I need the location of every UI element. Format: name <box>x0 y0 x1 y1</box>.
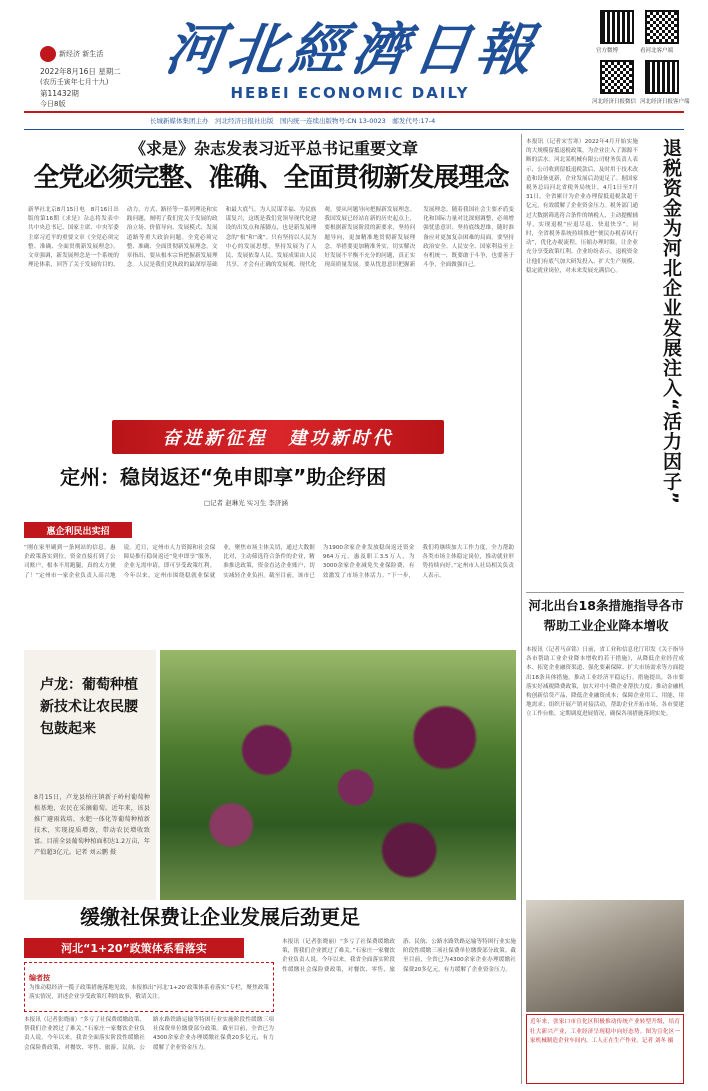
qr-top-label: 官方微博 <box>596 48 619 54</box>
dingzhou-byline: □记者 赵琳光 实习生 李济涵 <box>204 499 288 507</box>
photo-caption: 近年来，张家口市宣化区积极推动传统产业转型升级，培育壮大新兴产业，工业经济呈现稳中向好态势。图为宣化区一家机械制造企业车间内，工人正在生产作业。记者 刘冬 摄 <box>530 1019 680 1044</box>
masthead-lunar: (农历壬寅年七月十九) <box>40 78 109 86</box>
dingzhou-headline[interactable]: 定州：稳岗返还“免申即享”助企纾困 <box>60 465 387 489</box>
column-divider <box>521 134 522 1084</box>
qr-top-label2: 看河北客户端 <box>640 48 674 54</box>
section-divider <box>526 592 684 593</box>
dingzhou-story <box>24 458 516 646</box>
social-story <box>24 902 516 1082</box>
right-bottom-headline[interactable]: 河北出台18条措施指导各市帮助工业企业降本增收 <box>528 598 684 633</box>
masthead-divider <box>24 129 684 130</box>
lead-kicker[interactable]: 《求是》杂志发表习近平总书记重要文章 <box>129 139 418 158</box>
qr-code-icon <box>600 10 634 44</box>
lead-story <box>24 134 516 420</box>
column-tag <box>24 938 244 958</box>
right-bottom-body: 本报讯（记者马彦铭）日前，省工业和信息化厅印发《关于指导各市帮助工业企业降本增收的若干措施》，从降低企业经营成本、拓宽企业融资渠道、强化要素保障、扩大市场需求等方面提出18条具体措施，推动工业经济平稳运行。措施提出，各市要落实好减税降费政策，加大对中小微企业帮扶力度；推动金融机构创新信贷产品，降低企业融资成本；保障企业用工、用能、用地需求；组织开展产销对接活动，帮助企业开拓市场。各市要建立工作台账，定期调度进展情况，确保各项措施落到实处。 <box>526 647 684 718</box>
qr-code-icon <box>645 10 679 44</box>
banner <box>112 420 444 454</box>
factory-photo <box>526 900 684 1012</box>
editor-note-box <box>24 962 274 1012</box>
masthead-pages: 今日8版 <box>40 100 66 108</box>
logo-circle-icon <box>40 46 56 62</box>
masthead-infobar: 长城新媒体集团主办 河北经济日报社出版 国内统一连续出版物号:CN 13-0023 邮发代号:17-4 <box>150 117 436 125</box>
editor-note-text: 为推动稳经济一揽子政策措施落地见效，本报推出“河北‘1+20’政策体系看落实”专栏，聚焦政策落实情况，讲述企业享受政策红利的故事，敬请关注。 <box>29 985 269 1000</box>
social-body-right: 本报讯（记者张晓丽）“多亏了社保费缓缴政策，帮我们企业渡过了难关。”石家庄一家餐饮企业负责人说。今年以来，我省全面落实阶段性缓缴社会保险费政策，对餐饮、零售、旅游、民航、公路水路铁路运输等特困行业实施阶段性缓缴三项社保费单位缴费部分政策。截至目前，全省已为4300余家企业办理缓缴社保费20多亿元，有力缓解了企业资金压力。 <box>282 939 516 973</box>
qr-right-label: 河北经济日报客户端 <box>640 99 690 105</box>
lead-headline[interactable]: 全党必须完整、准确、全面贯彻新发展理念 <box>33 163 509 193</box>
banner-text: 奋进新征程 建功新时代 <box>162 428 394 449</box>
left-logo <box>40 46 130 62</box>
qr-left-label: 河北经济日报微信 <box>592 99 637 105</box>
social-body-left: 本报讯（记者张晓丽）“多亏了社保费缓缴政策，帮我们企业渡过了难关。”石家庄一家餐饮企业负责人说。今年以来，我省全面落实阶段性缓缴社会保险费政策，对餐饮、零售、旅游、民航、公路水路铁路运输等特困行业实施阶段性缓缴三项社保费单位缴费部分政策。截至目前，全省已为4300余家企业办理缓缴社保费20多亿元，有力缓解了企业资金压力。 <box>24 1017 274 1051</box>
lead-body: 新华社北京8月15日电 8月16日出版的第16期《求是》杂志将发表中共中央总书记、国家主席、中央军委主席习近平的重要文章《全党必须完整、准确、全面贯彻新发展理念》。文章强调，新发展理念是一个系统的理论体系，回答了关于发展的目的、动力、方式、路径等一系列理论和实践问题，阐明了我们党关于发展的政治立场、价值导向、发展模式、发展道路等重大政治问题。全党必须完整、准确、全面贯彻新发展理念。文章指出，要从根本宗旨把握新发展理念。人民是我们党执政的最深厚基础和最大底气。为人民谋幸福、为民族谋复兴，这既是我们党领导现代化建设的出发点和落脚点，也是新发展理念的“根”和“魂”。只有坚持以人民为中心的发展思想，坚持发展为了人民、发展依靠人民、发展成果由人民共享，才会有正确的发展观、现代化观。要从问题导向把握新发展理念。我国发展已经站在新的历史起点上，要根据新发展阶段的新要求，坚持问题导向，更加精准地贯彻新发展理念，举措要更加精准务实，切实解决好发展不平衡不充分的问题，真正实现高质量发展。要从忧患意识把握新发展理念。随着我国社会主要矛盾变化和国际力量对比深刻调整，必须增强忧患意识、坚持底线思维，随时准备应对更加复杂困难的局面。要坚持政治安全、人民安全、国家利益至上有机统一，既要敢于斗争，也要善于斗争，全面做强自己。 <box>28 207 514 269</box>
right-top-body: 本报讯（记者宋雪寒）2022年4月开始实施的大规模留抵退税政策，为企业注入了源源不断的活水。河北某机械有限公司财务负责人表示，公司收到留抵退税款后，及时用于技术改造和设备更新，企业发展后劲更足了。据国家税务总局河北省税务局统计，4月1日至7月31日，全省累计为企业办理留抵退税款超千亿元，有效缓解了企业资金压力。税务部门通过大数据筛选符合条件的纳税人，主动提醒辅导，实现退税“应退尽退、快退快享”。同时，全省税务系统持续推进“便民办税春风行动”，优化办税流程，压缩办理时限，让企业充分享受政策红利。企业纷纷表示，退税资金让他们有底气加大研发投入、扩大生产规模、稳定就业岗位，对未来发展充满信心。 <box>526 139 638 274</box>
photo-caption-box <box>526 1014 684 1084</box>
column-tag-text: 河北“1+20”政策体系看落实 <box>61 942 207 955</box>
section-tag-text: 惠企利民出实招 <box>46 526 110 537</box>
editor-note-label: 编者按 <box>29 974 50 982</box>
right-bottom-story <box>526 596 684 896</box>
grape-headline[interactable]: 卢龙：葡萄种植新技术让农民腰包鼓起来 <box>40 677 138 737</box>
grape-feature <box>24 650 516 900</box>
masthead-divider <box>24 111 684 113</box>
masthead-title: 河北經濟日報 <box>161 17 543 83</box>
masthead <box>0 0 708 132</box>
masthead-title-en: HEBEI ECONOMIC DAILY <box>230 84 470 102</box>
right-top-story <box>526 134 684 590</box>
right-top-headline[interactable]: 退税资金为河北企业发展注入“活力因子” <box>660 138 682 505</box>
social-headline[interactable]: 缓缴社保费让企业发展后劲更足 <box>80 905 360 929</box>
masthead-issue: 第11432期 <box>40 89 79 98</box>
grape-photo <box>160 650 516 900</box>
dingzhou-body: “刚在家里刷到一条网站的信息，惠企政策落实到位，资金直接打到了公司账户，根本不用跑腿，真的太方便了！”定州市一家企业负责人高兴地说。近日，定州市人力资源和社会保障局推行稳岗返还“免申即享”服务，企业无需申请，即可享受政策红利。今年以来，定州市围绕稳就业保就业，聚焦市场主体关切，通过大数据比对，主动筛选符合条件的企业，精准推送政策，资金直达企业账户，切实减轻企业负担。截至目前，该市已为1900余家企业发放稳岗返还资金964万元，惠及职工3.5万人，为3000余家企业减免失业保险费，有效激发了市场主体活力。“下一步，我们将继续加大工作力度，全力帮助各类市场主体稳定岗位，推动就业形势持续向好。”定州市人社局相关负责人表示。 <box>24 545 514 579</box>
grape-text-panel <box>24 650 156 900</box>
grape-caption: 8月15日，卢龙县柏庄镇新子岭村葡萄种植基地，农民在采摘葡萄。近年来，该县推广避雨栽培、水肥一体化等葡萄种植新技术，实现提质增效，带动农民增收致富。目前全县葡萄种植面积达1.2万亩，年产值超3亿元。记者 刘云鹏 摄 <box>34 794 150 856</box>
section-tag <box>24 522 132 538</box>
left-logo-text: 新经济 新生活 <box>59 50 104 58</box>
masthead-date: 2022年8月16日 星期二 <box>40 67 121 76</box>
qr-code-icon <box>645 60 679 94</box>
qr-code-icon <box>600 60 634 94</box>
